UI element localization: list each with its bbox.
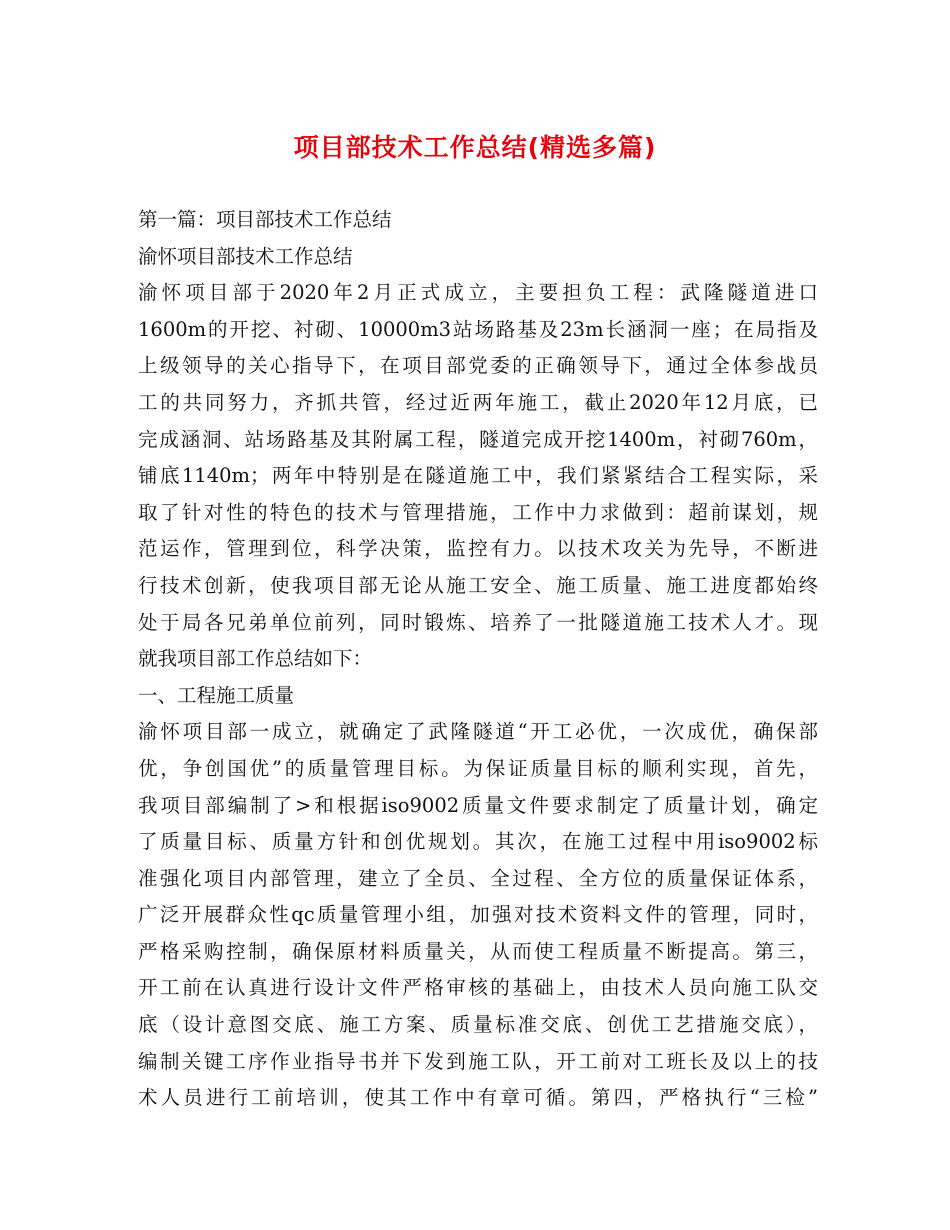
- paragraph-line: 铺底1140m；两年中特别是在隧道施工中，我们紧紧结合工程实际，采: [138, 464, 818, 488]
- paragraph-line: 行技术创新，使我项目部无论从施工安全、施工质量、施工进度都始终: [138, 573, 818, 597]
- paragraph-line: 准强化项目内部管理，建立了全员、全过程、全方位的质量保证体系，: [138, 866, 818, 890]
- paragraph-line: 底（设计意图交底、施工方案、质量标准交底、创优工艺措施交底），: [138, 1013, 818, 1037]
- paragraph-line: 上级领导的关心指导下，在项目部党委的正确领导下，通过全体参战员: [138, 354, 818, 378]
- paragraph-line: 术人员进行工前培训，使其工作中有章可循。第四，严格执行“三检”: [138, 1086, 818, 1110]
- paragraph-line: 取了针对性的特色的技术与管理措施，工作中力求做到：超前谋划，规: [138, 500, 818, 524]
- paragraph-line: 我项目部编制了>和根据iso9002质量文件要求制定了质量计划，确定: [138, 793, 818, 817]
- paragraph-line: 工的共同努力，齐抓共管，经过近两年施工，截止2020年12月底，已: [138, 390, 818, 414]
- paragraph-line: 渝怀项目部一成立，就确定了武隆隧道“开工必优，一次成优，确保部: [138, 720, 818, 744]
- paragraph-line: 严格采购控制，确保原材料质量关，从而使工程质量不断提高。第三，: [138, 939, 818, 963]
- document-body: [138, 202, 818, 1117]
- paragraph-line: 处于局各兄弟单位前列，同时锻炼、培养了一批隧道施工技术人才。现: [138, 610, 818, 634]
- paragraph-line: 开工前在认真进行设计文件严格审核的基础上，由技术人员向施工队交: [138, 976, 818, 1000]
- section-heading: 一、工程施工质量: [138, 683, 295, 707]
- section-heading: 第一篇：项目部技术工作总结: [138, 208, 392, 231]
- subheading: 渝怀项目部技术工作总结: [138, 244, 353, 268]
- paragraph-line: 优，争创国优”的质量管理目标。为保证质量目标的顺利实现，首先，: [138, 756, 818, 780]
- paragraph-line: 范运作，管理到位，科学决策，监控有力。以技术攻关为先导，不断进: [138, 537, 818, 561]
- paragraph-line: 渝怀项目部于2020年2月正式成立，主要担负工程：武隆隧道进口: [138, 281, 818, 305]
- paragraph-line: 1600m的开挖、衬砌、10000m3站场路基及23m长涵洞一座；在局指及: [138, 317, 818, 341]
- paragraph-line: 了质量目标、质量方针和创优规划。其次，在施工过程中用iso9002标: [138, 830, 818, 854]
- paragraph-line: 就我项目部工作总结如下：: [138, 647, 373, 671]
- paragraph-line: 广泛开展群众性qc质量管理小组，加强对技术资料文件的管理，同时，: [138, 903, 818, 927]
- paragraph-line: 完成涵洞、站场路基及其附属工程，隧道完成开挖1400m，衬砌760m，: [138, 427, 818, 451]
- paragraph-line: 编制关键工序作业指导书并下发到施工队，开工前对工班长及以上的技: [138, 1049, 818, 1073]
- document-title: 项目部技术工作总结(精选多篇): [293, 133, 657, 162]
